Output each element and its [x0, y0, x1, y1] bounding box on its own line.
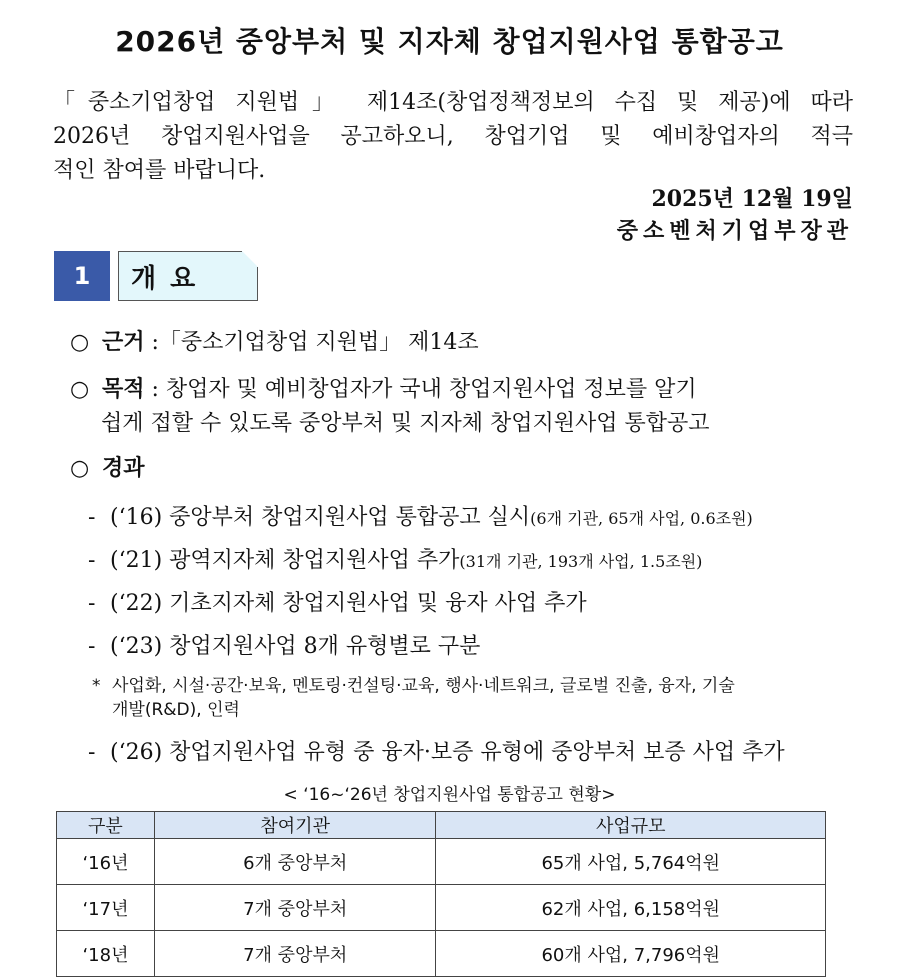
table-cell: ‘17년 [57, 885, 155, 931]
table-cell: 60개 사업, 7,796억원 [436, 931, 826, 977]
basis-label: 근거 [102, 330, 145, 355]
note-line: 개발(R&D), 인력 [112, 700, 240, 720]
intro-line: 「중소기업창업 지원법」 제14조(창업정책정보의 수집 및 제공)에 따라 [53, 90, 853, 115]
section-title: 개요 [131, 263, 210, 294]
history-label: 경과 [102, 456, 145, 481]
purpose-label: 목적 [102, 377, 145, 402]
purpose-text: : 창업자 및 예비창업자가 국내 창업지원사업 정보를 알기 [151, 377, 697, 402]
note-mark: * [92, 676, 101, 696]
history-item-detail: (31개 기관, 193개 사업, 1.5조원) [459, 552, 703, 571]
table-cell: ‘18년 [57, 931, 155, 977]
history-item-main: (‘16) 중앙부처 창업지원사업 통합공고 실시 [110, 505, 531, 530]
section-number: 1 [54, 251, 110, 301]
intro-line: 적인 참여를 바랍니다. [53, 158, 266, 183]
history-note [92, 674, 735, 722]
history-item: - (‘23) 창업지원사업 8개 유형별로 구분 [88, 634, 481, 659]
table-row [57, 931, 826, 977]
basis-text: :「중소기업창업 지원법」 제14조 [151, 330, 479, 355]
purpose-text-continued: 쉽게 접할 수 있도록 중앙부처 및 지자체 창업지원사업 통합공고 [101, 411, 710, 436]
table-caption: < ‘16~‘26년 창업지원사업 통합공고 현황> [283, 785, 616, 805]
history-item-main: (‘26) 창업지원사업 유형 중 융자·보증 유형에 중앙부처 보증 사업 추가 [110, 740, 785, 765]
history-item-main: (‘23) 창업지원사업 8개 유형별로 구분 [110, 634, 481, 659]
history-item-main: (‘21) 광역지자체 창업지원사업 추가 [110, 548, 460, 573]
table-cell: 7개 중앙부처 [154, 885, 436, 931]
section-header [54, 251, 258, 301]
history-table [56, 811, 826, 977]
history-bullet [70, 453, 145, 485]
purpose-bullet [70, 374, 697, 406]
circle-bullet-icon: ○ [70, 456, 90, 481]
issuer: 중소벤처기업부장관 [616, 219, 853, 244]
column-header: 구분 [57, 812, 155, 839]
announcement-date: 2025년 12월 19일 [651, 186, 853, 212]
history-item-detail: (6개 기관, 65개 사업, 0.6조원) [530, 509, 753, 528]
history-item: - (‘16) 중앙부처 창업지원사업 통합공고 실시(6개 기관, 65개 사업, 0.6조원) [88, 505, 753, 530]
history-item: - (‘21) 광역지자체 창업지원사업 추가(31개 기관, 193개 사업, 1.5조원) [88, 548, 703, 573]
circle-bullet-icon: ○ [70, 377, 90, 402]
document-title: 2026년 중앙부처 및 지자체 창업지원사업 통합공고 [115, 25, 784, 58]
column-header: 사업규모 [436, 812, 826, 839]
intro-paragraph [53, 86, 853, 188]
table-header-row [57, 812, 826, 839]
intro-line: 2026년 창업지원사업을 공고하오니, 창업기업 및 예비창업자의 적극 [53, 124, 853, 149]
table-cell: ‘16년 [57, 839, 155, 885]
history-item: - (‘22) 기초지자체 창업지원사업 및 융자 사업 추가 [88, 591, 587, 616]
circle-bullet-icon: ○ [70, 330, 90, 355]
table-row [57, 885, 826, 931]
history-item: - (‘26) 창업지원사업 유형 중 융자·보증 유형에 중앙부처 보증 사업 추가 [88, 740, 785, 765]
table-cell: 62개 사업, 6,158억원 [436, 885, 826, 931]
section-title-box [118, 251, 258, 301]
table-cell: 65개 사업, 5,764억원 [436, 839, 826, 885]
history-item-main: (‘22) 기초지자체 창업지원사업 및 융자 사업 추가 [110, 591, 587, 616]
table-row [57, 839, 826, 885]
table-cell: 7개 중앙부처 [154, 931, 436, 977]
column-header: 참여기관 [154, 812, 436, 839]
folded-corner [242, 251, 258, 267]
note-line: 사업화, 시설·공간·보육, 멘토링·컨설팅·교육, 행사·네트워크, 글로벌 진출, 융자, 기술 [112, 676, 735, 696]
table-cell: 6개 중앙부처 [154, 839, 436, 885]
basis-bullet [70, 327, 479, 359]
